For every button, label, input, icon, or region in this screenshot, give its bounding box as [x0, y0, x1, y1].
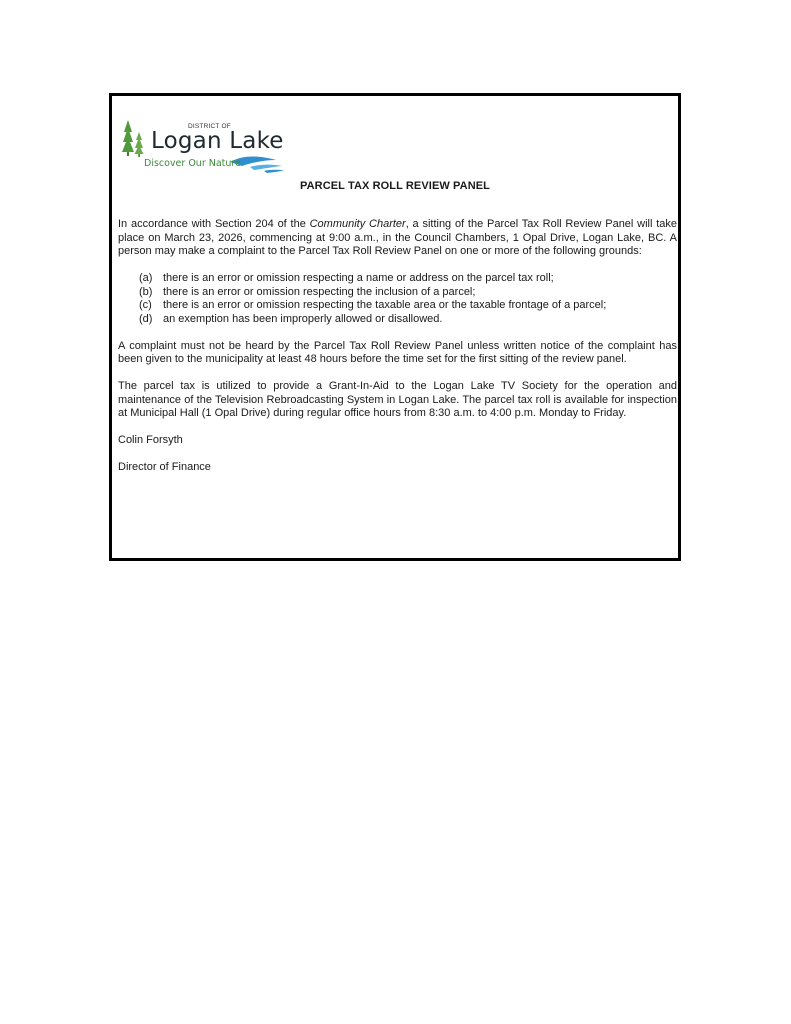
- intro-paragraph: [118, 218, 677, 259]
- complaint-paragraph: A complaint must not be heard by the Parcel Tax Roll Review Panel unless written notice of the complaint has been given to the municipality at least 48 hours before the time set for the first sitting of the review panel.: [118, 339, 677, 365]
- notice-title: PARCEL TAX ROLL REVIEW PANEL: [299, 180, 490, 192]
- list-item: [118, 299, 677, 313]
- list-item: [118, 272, 677, 286]
- grounds-list: [118, 272, 677, 326]
- signatory-name: Colin Forsyth: [118, 434, 183, 446]
- intro-act-name: Community Charter: [309, 218, 406, 230]
- purpose-paragraph: The parcel tax is utilized to provide a Grant-In-Aid to the Logan Lake TV Society for the operation and maintenance of the Television Rebroadcasting System in Logan Lake. The parcel tax roll is available for inspection at Municipal Hall (1 Opal Drive) during regular office hours from 8:30 a.m. to 4:00 p.m. Monday to Friday.: [118, 380, 677, 419]
- logo-tagline: Discover Our Nature: [144, 158, 241, 169]
- signatory-title: Director of Finance: [118, 461, 211, 473]
- logo-name: Logan Lake: [151, 128, 284, 154]
- list-item: [118, 286, 677, 300]
- list-item-text: there is an error or omission respecting the inclusion of a parcel;: [163, 285, 476, 298]
- list-item: [118, 313, 677, 327]
- district-logo: [122, 118, 292, 174]
- list-item-marker: (c): [139, 299, 152, 311]
- notice-box: [109, 93, 681, 561]
- list-item-text: an exemption has been improperly allowed or disallowed.: [163, 312, 443, 325]
- list-item-marker: (b): [139, 285, 153, 298]
- list-item-text: there is an error or omission respecting a name or address on the parcel tax roll;: [163, 272, 554, 284]
- list-item-marker: (d): [139, 312, 153, 325]
- logo-district-label: DISTRICT OF: [188, 123, 231, 130]
- list-item-text: there is an error or omission respecting the taxable area or the taxable frontage of a parcel;: [163, 299, 607, 311]
- intro-text-start: In accordance with Section 204 of the: [118, 218, 310, 230]
- list-item-marker: (a): [139, 272, 153, 284]
- intro-text-end: , a sitting of the Parcel Tax Roll Review Panel will take place on March 23, 2026, commencing at 9:00 a.m., in the Council Chambers, 1 Opal Drive, Logan Lake, BC. A person may make a complaint to the Parcel Tax Roll Review Panel on one or more of the following grounds:: [118, 218, 678, 257]
- notice-body: [118, 218, 677, 488]
